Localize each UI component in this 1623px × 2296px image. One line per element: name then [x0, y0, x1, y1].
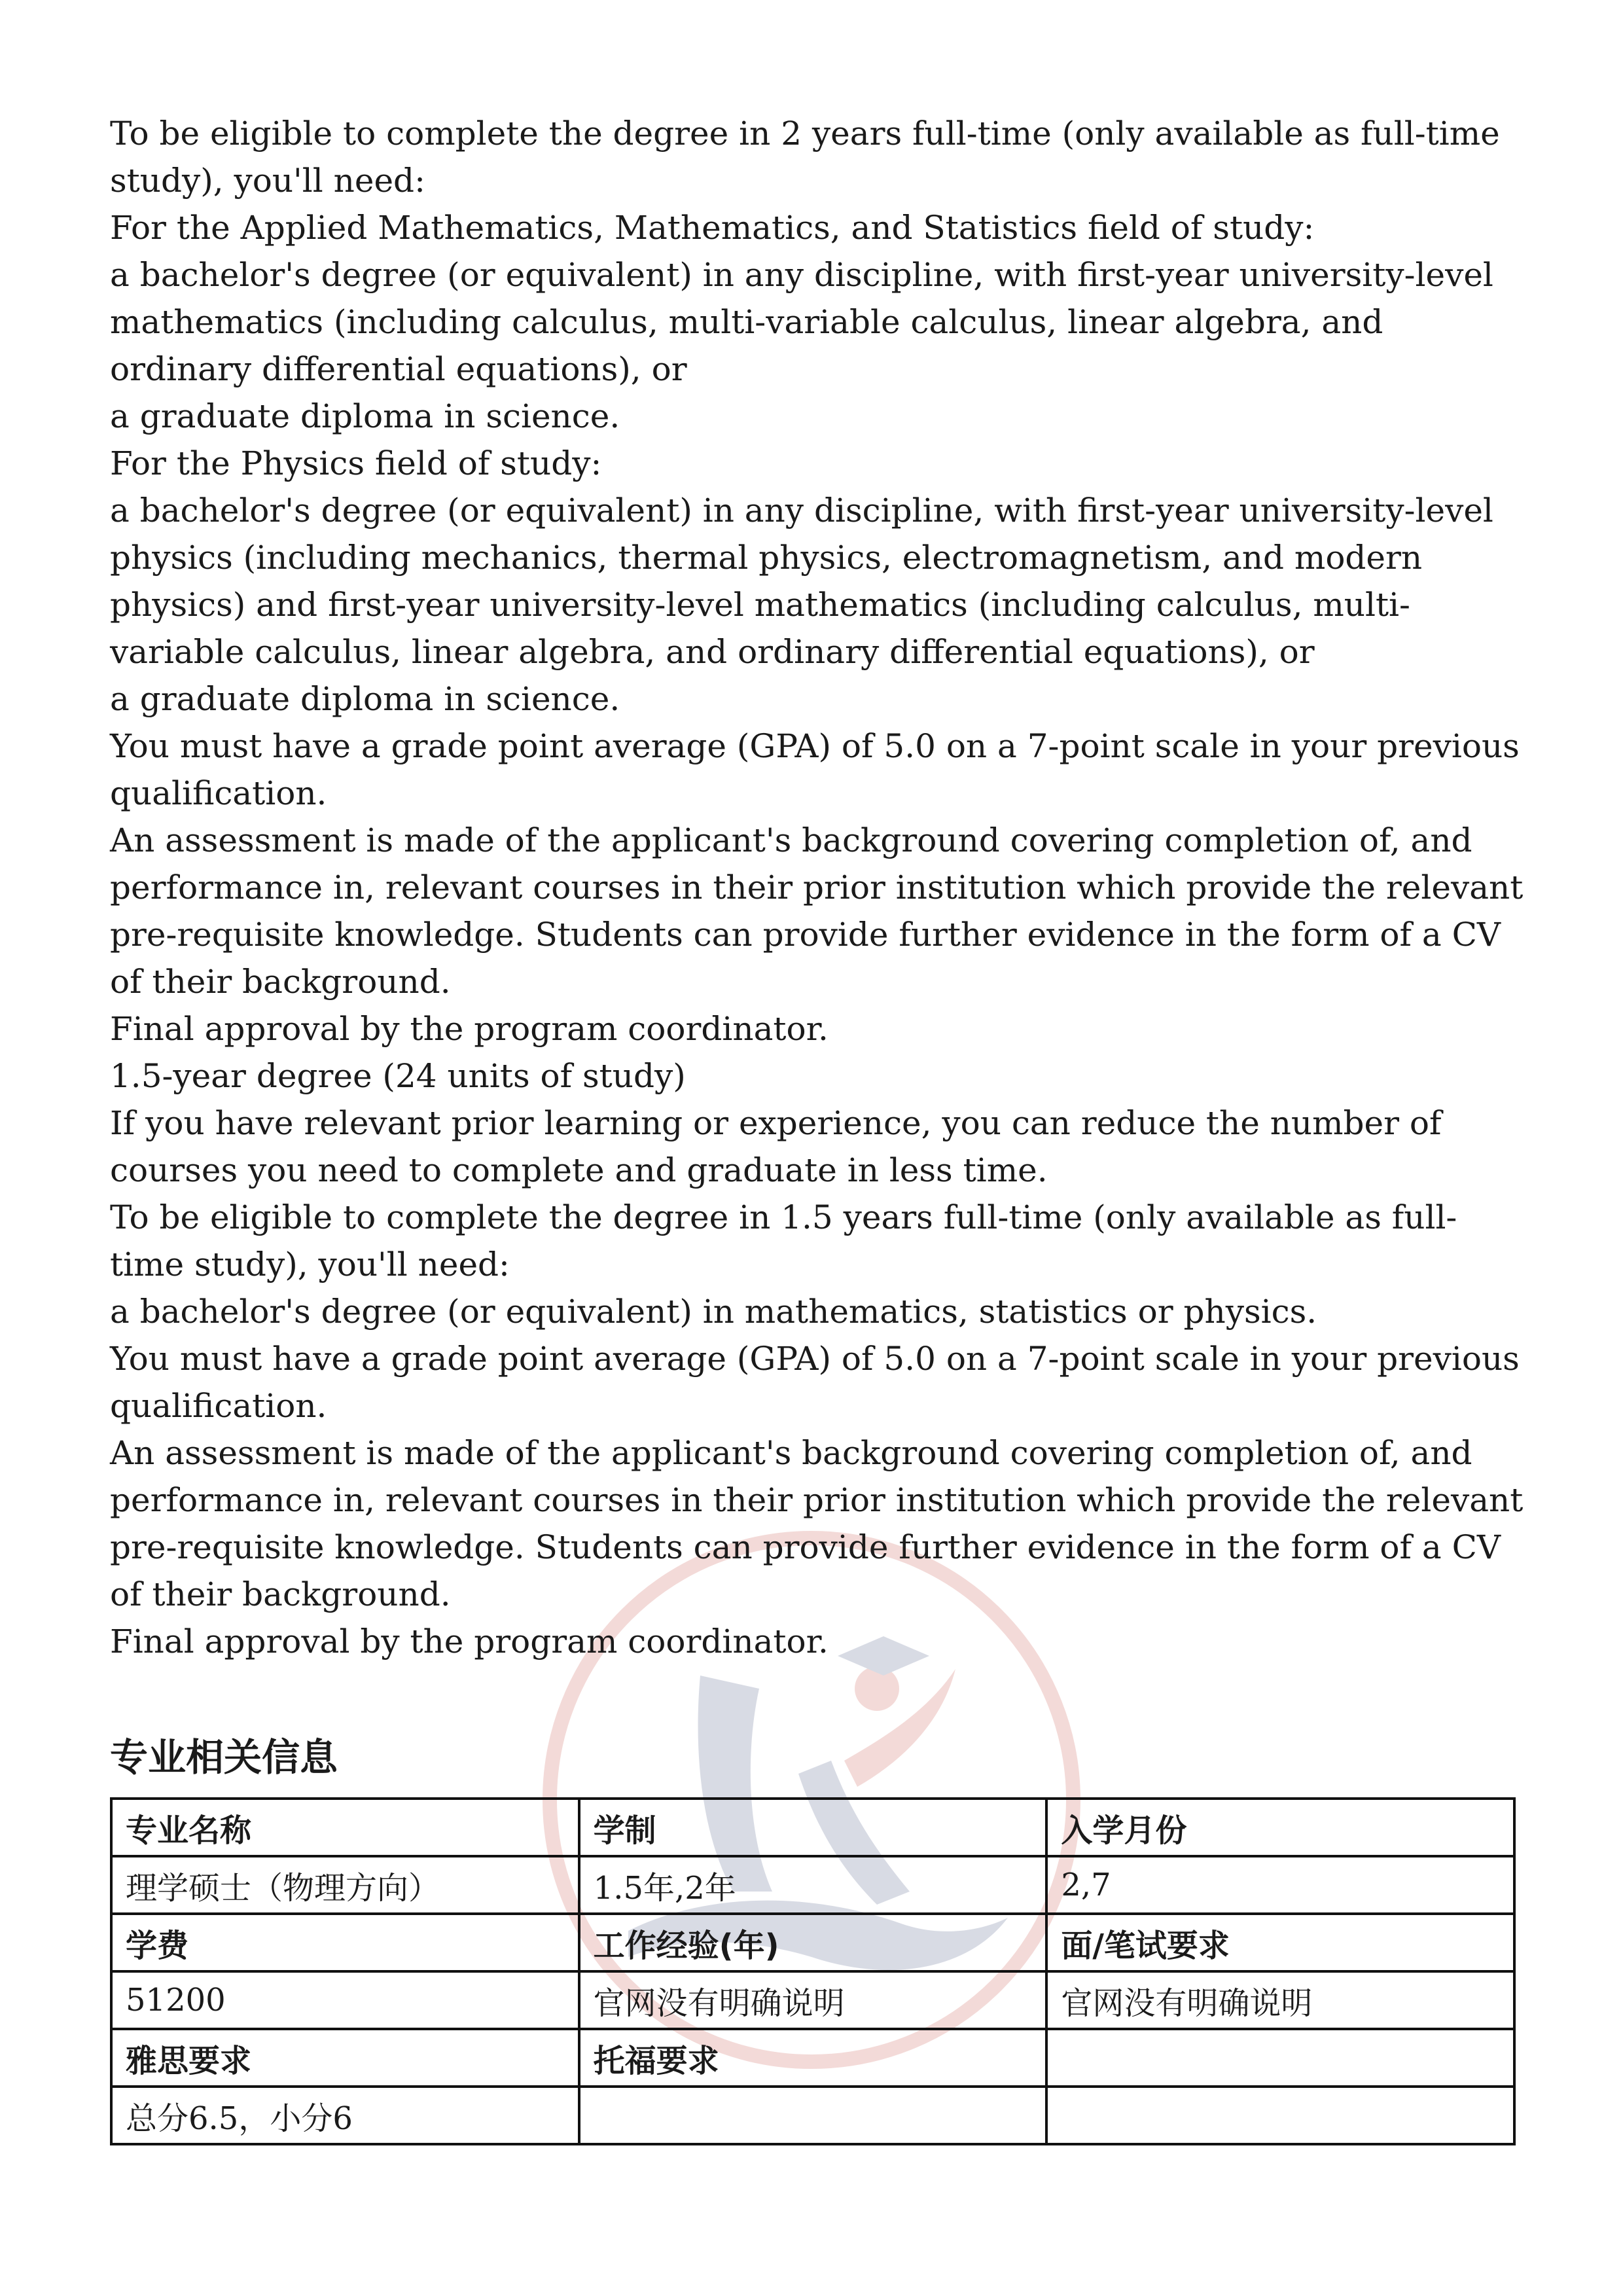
admission-requirements-text — [110, 110, 1524, 1665]
table-row — [111, 1914, 1514, 1971]
table-row — [111, 2029, 1514, 2087]
paragraph: 1.5-year degree (24 units of study) — [110, 1057, 686, 1095]
table-row — [111, 1971, 1514, 2029]
table-header-cell: 入学月份 — [1046, 1799, 1514, 1856]
table-header-cell: 托福要求 — [579, 2029, 1047, 2087]
table-cell: 理学硕士（物理方向） — [111, 1856, 579, 1914]
table-cell: 总分6.5，小分6 — [111, 2087, 579, 2144]
paragraph: An assessment is made of the applicant's background covering completion of, and performance in, relevant courses in their prior institution which provide the relevant pre-requisite knowledge. Students can provide further evidence in the form of a CV of their background. — [110, 1434, 1524, 1613]
table-cell — [579, 2087, 1047, 2144]
table-header-cell: 雅思要求 — [111, 2029, 579, 2087]
paragraph: a graduate diploma in science. — [110, 680, 620, 718]
table-header-cell: 专业名称 — [111, 1799, 579, 1856]
table-header-cell: 学费 — [111, 1914, 579, 1971]
paragraph: Final approval by the program coordinator. — [110, 1010, 829, 1048]
paragraph: For the Applied Mathematics, Mathematics, and Statistics field of study: — [110, 209, 1315, 247]
table-row — [111, 1856, 1514, 1914]
paragraph: a graduate diploma in science. — [110, 397, 620, 435]
paragraph: An assessment is made of the applicant's background covering completion of, and performance in, relevant courses in their prior institution which provide the relevant pre-requisite knowledge. Students can provide further evidence in the form of a CV of their background. — [110, 821, 1524, 1001]
table-row — [111, 2087, 1514, 2144]
paragraph: To be eligible to complete the degree in 1.5 years full-time (only available as full-time study), you'll need: — [110, 1198, 1457, 1283]
table-cell: 2,7 — [1046, 1856, 1514, 1914]
paragraph: Final approval by the program coordinator. — [110, 1623, 829, 1660]
table-cell — [1046, 2087, 1514, 2144]
paragraph: You must have a grade point average (GPA) of 5.0 on a 7-point scale in your previous qualification. — [110, 727, 1520, 812]
table-header-cell: 面/笔试要求 — [1046, 1914, 1514, 1971]
paragraph: a bachelor's degree (or equivalent) in any discipline, with first-year university-level physics (including mechanics, thermal physics, electromagnetism, and modern physics) and first-year university-level mathematics (including calculus, multi-variable calculus, linear algebra, and ordinary differential equations), or — [110, 492, 1493, 671]
table-header-cell: 工作经验(年) — [579, 1914, 1047, 1971]
program-info-table — [110, 1797, 1516, 2145]
table-row — [111, 1799, 1514, 1856]
table-header-cell: 学制 — [579, 1799, 1047, 1856]
table-cell: 51200 — [111, 1971, 579, 2029]
paragraph: To be eligible to complete the degree in 2 years full-time (only available as full-time study), you'll need: — [110, 115, 1500, 200]
table-header-cell — [1046, 2029, 1514, 2087]
paragraph: You must have a grade point average (GPA) of 5.0 on a 7-point scale in your previous qualification. — [110, 1340, 1520, 1425]
paragraph: a bachelor's degree (or equivalent) in any discipline, with first-year university-level mathematics (including calculus, multi-variable calculus, linear algebra, and ordinary differential equations), or — [110, 256, 1493, 388]
paragraph: If you have relevant prior learning or experience, you can reduce the number of courses you need to complete and graduate in less time. — [110, 1104, 1442, 1189]
table-cell: 官网没有明确说明 — [579, 1971, 1047, 2029]
table-cell: 官网没有明确说明 — [1046, 1971, 1514, 2029]
table-cell: 1.5年,2年 — [579, 1856, 1047, 1914]
section-title: 专业相关信息 — [110, 1735, 338, 1780]
paragraph: For the Physics field of study: — [110, 444, 602, 482]
paragraph: a bachelor's degree (or equivalent) in mathematics, statistics or physics. — [110, 1293, 1317, 1331]
